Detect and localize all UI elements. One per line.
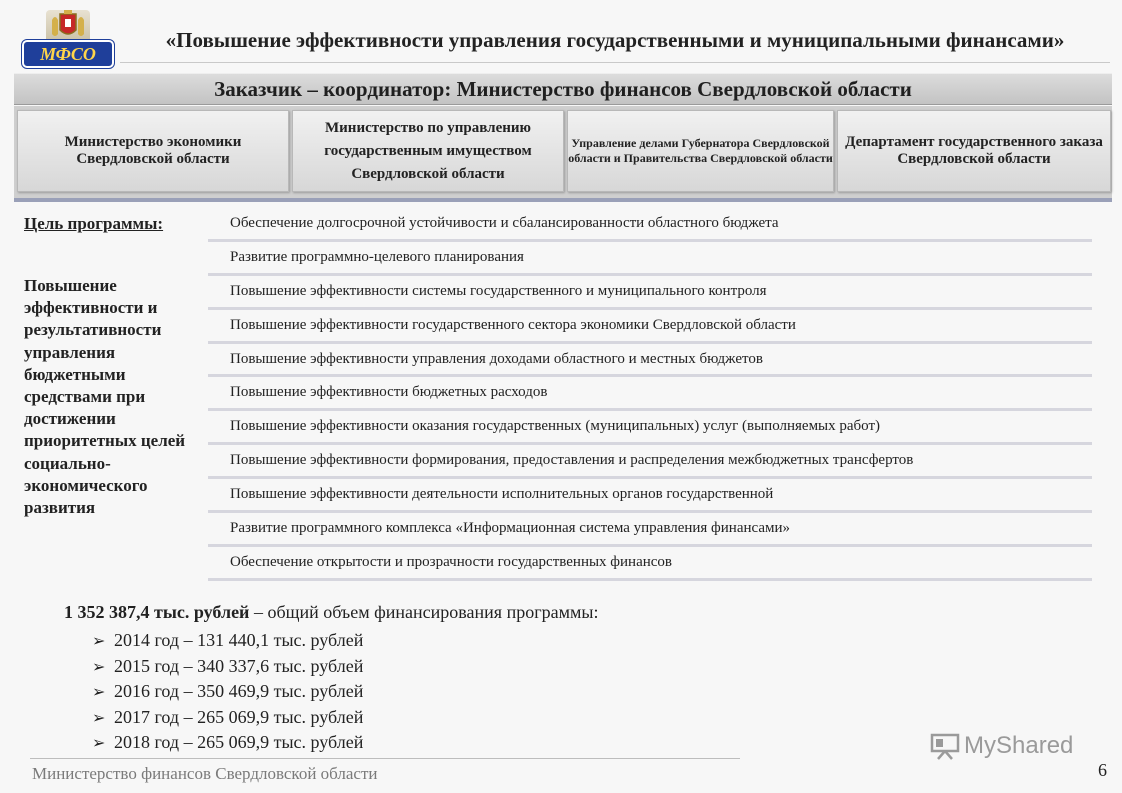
task-item: Развитие программно-целевого планирования	[208, 242, 1092, 276]
footer-text: Министерство финансов Свердловской области	[32, 764, 378, 783]
task-item: Обеспечение открытости и прозрачности государственных финансов	[208, 547, 1092, 581]
task-item: Повышение эффективности деятельности исполнительных органов государственной	[208, 479, 1092, 513]
arrow-bullet-icon: ➢	[92, 735, 106, 752]
funding-by-year-list	[92, 628, 363, 756]
task-item: Повышение эффективности оказания государственных (муниципальных) услуг (выполняемых работ)	[208, 411, 1092, 445]
task-list	[208, 208, 1092, 581]
org-box-property: Министерство по управлению государственным имуществом Свердловской области	[292, 110, 564, 192]
task-item: Развитие программного комплекса «Информационная система управления финансами»	[208, 513, 1092, 547]
presentation-board-icon	[930, 732, 960, 760]
funding-year-item	[92, 730, 363, 756]
coat-of-arms-icon	[46, 10, 90, 44]
task-item: Повышение эффективности бюджетных расходов	[208, 377, 1092, 411]
funding-total-amount: 1 352 387,4 тыс. рублей	[64, 602, 250, 622]
logo-text: МФСО	[22, 40, 114, 68]
task-item: Обеспечение долгосрочной устойчивости и сбалансированности областного бюджета	[208, 208, 1092, 242]
funding-year-text: 2014 год – 131 440,1 тыс. рублей	[114, 630, 364, 650]
page-number: 6	[1098, 760, 1107, 780]
funding-year-text: 2018 год – 265 069,9 тыс. рублей	[114, 732, 364, 752]
org-box-economy: Министерство экономики Свердловской области	[17, 110, 289, 192]
customer-coordinator-bar: Заказчик – координатор: Министерство финансов Свердловской области	[14, 73, 1112, 105]
funding-year-text: 2016 год – 350 469,9 тыс. рублей	[114, 681, 364, 701]
funding-year-text: 2015 год – 340 337,6 тыс. рублей	[114, 655, 364, 676]
funding-total-suffix: – общий объем финансирования программы:	[249, 602, 599, 622]
arrow-bullet-icon: ➢	[92, 633, 106, 650]
footer-divider	[30, 758, 740, 759]
funding-year-item	[92, 679, 363, 705]
watermark	[930, 730, 1090, 764]
page-title: «Повышение эффективности управления государственными и муниципальными финансами»	[165, 28, 1065, 52]
funding-year-item	[92, 705, 363, 731]
funding-total	[64, 602, 598, 623]
co-executors-strip	[14, 106, 1112, 202]
task-item: Повышение эффективности управления доходами областного и местных бюджетов	[208, 344, 1092, 378]
goal-text: Повышение эффективности и результативности управления бюджетными средствами при достижении приоритетных целей социально-экономического развития	[24, 276, 186, 518]
task-item: Повышение эффективности системы государственного и муниципального контроля	[208, 276, 1092, 310]
funding-year-text: 2017 год – 265 069,9 тыс. рублей	[114, 706, 364, 727]
arrow-bullet-icon: ➢	[92, 709, 106, 727]
logo	[22, 10, 112, 68]
funding-year-item	[92, 628, 363, 654]
funding-year-item	[92, 654, 363, 680]
org-box-procurement: Департамент государственного заказа Свердловской области	[837, 110, 1111, 192]
watermark-text: MyShared	[964, 732, 1074, 759]
task-item: Повышение эффективности формирования, предоставления и распределения межбюджетных трансфертов	[208, 445, 1092, 479]
title-divider	[120, 62, 1110, 63]
goal-label: Цель программы:	[24, 214, 164, 233]
task-item: Повышение эффективности государственного сектора экономики Свердловской области	[208, 310, 1092, 344]
arrow-bullet-icon: ➢	[92, 658, 106, 676]
arrow-bullet-icon: ➢	[92, 684, 106, 701]
org-box-governor-affairs: Управление делами Губернатора Свердловской области и Правительства Свердловской области	[567, 110, 834, 192]
